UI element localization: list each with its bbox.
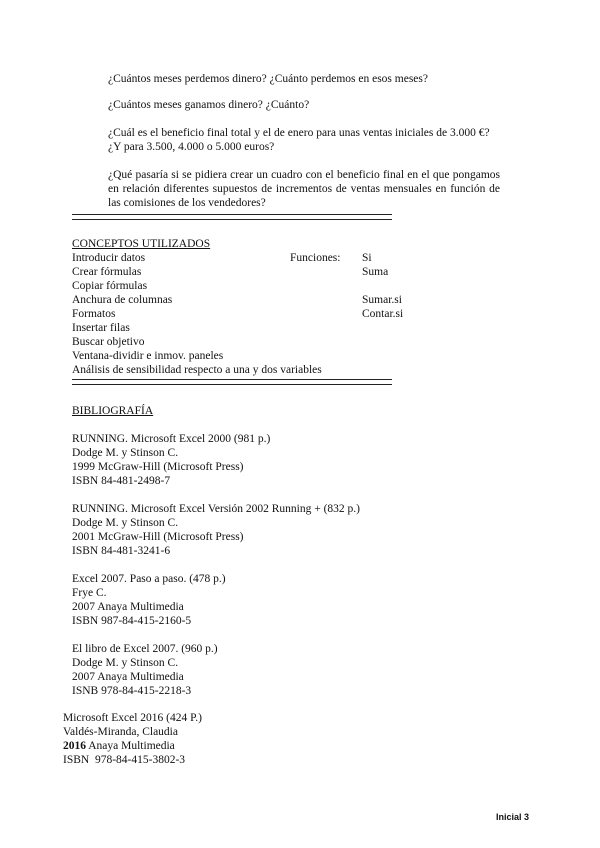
book-publisher: [63, 739, 202, 753]
concept-item: Análisis de sensibilidad respecto a una y dos variables: [72, 364, 322, 376]
book-isbn: ISNB 978-84-415-2218-3: [72, 685, 192, 697]
book-isbn: ISBN 978-84-415-3802-3: [63, 754, 186, 766]
concept-item: Ventana-dividir e inmov. paneles: [72, 350, 224, 362]
separator-rule: [72, 214, 392, 220]
book-entry: [63, 711, 202, 767]
book-entry: [72, 502, 360, 558]
book-isbn: ISBN 987-84-415-2160-5: [72, 615, 192, 627]
book-author: Frye C.: [72, 587, 107, 599]
page-footer: Inicial 3: [496, 812, 530, 822]
book-isbn: ISBN 84-481-2498-7: [72, 475, 171, 487]
concept-item: Anchura de columnas: [72, 294, 173, 306]
concept-item: Crear fórmulas: [72, 266, 142, 278]
book-author: Valdés-Miranda, Claudia: [63, 726, 178, 738]
book-publisher: 2001 McGraw-Hill (Microsoft Press): [72, 531, 244, 543]
concept-item: Formatos: [72, 308, 116, 320]
function-item: Sumar.si: [362, 294, 402, 306]
function-item: Si: [362, 252, 372, 264]
book-title: Excel 2007. Paso a paso. (478 p.): [72, 573, 226, 585]
bibliography-heading: BIBLIOGRAFÍA: [72, 405, 154, 417]
book-publisher: 2007 Anaya Multimedia: [72, 671, 184, 683]
book-publisher: 1999 McGraw-Hill (Microsoft Press): [72, 461, 244, 473]
concept-item: Copiar fórmulas: [72, 280, 148, 292]
concepts-list: [72, 251, 322, 377]
book-publisher-name: Anaya Multimedia: [86, 740, 175, 752]
book-entry: [72, 432, 270, 488]
question-3b: ¿Y para 3.500, 4.000 o 5.000 euros?: [108, 141, 275, 153]
book-entry: [72, 642, 218, 698]
concept-item: Buscar objetivo: [72, 336, 145, 348]
book-publisher: 2007 Anaya Multimedia: [72, 601, 184, 613]
book-isbn: ISBN 84-481-3241-6: [72, 545, 171, 557]
concept-item: Introducir datos: [72, 252, 146, 264]
book-title: El libro de Excel 2007. (960 p.): [72, 643, 218, 655]
functions-label: Funciones:: [290, 252, 341, 264]
question-4: ¿Qué pasaría si se pidiera crear un cuadro con el beneficio final en el que pongamos en relación diferentes supuestos de incrementos de ventas mensuales en función de las comisiones de los vendedores?: [108, 169, 500, 209]
function-item: Contar.si: [362, 308, 404, 320]
question-1: ¿Cuántos meses perdemos dinero? ¿Cuánto perdemos en esos meses?: [108, 73, 428, 85]
book-year: 2016: [63, 740, 86, 752]
book-title: Microsoft Excel 2016 (424 P.): [63, 712, 202, 724]
book-author: Dodge M. y Stinson C.: [72, 517, 179, 529]
book-author: Dodge M. y Stinson C.: [72, 447, 179, 459]
function-item: Suma: [362, 266, 389, 278]
book-entry: [72, 572, 226, 628]
concepts-heading: CONCEPTOS UTILIZADOS: [72, 238, 211, 250]
book-author: Dodge M. y Stinson C.: [72, 657, 179, 669]
separator-rule: [72, 379, 392, 385]
concept-item: Insertar filas: [72, 322, 130, 334]
book-title: RUNNING. Microsoft Excel 2000 (981 p.): [72, 433, 271, 445]
question-2: ¿Cuántos meses ganamos dinero? ¿Cuánto?: [108, 99, 310, 111]
book-title: RUNNING. Microsoft Excel Versión 2002 Running + (832 p.): [72, 503, 360, 515]
question-3: ¿Cuál es el beneficio final total y el de enero para unas ventas iniciales de 3.000 €?: [108, 127, 490, 139]
